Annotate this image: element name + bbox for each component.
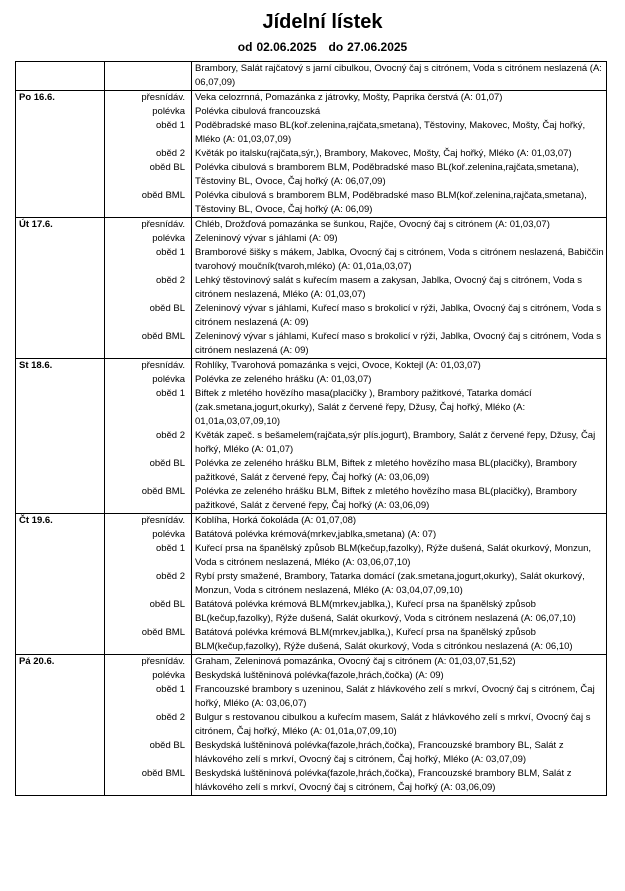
meal-type: oběd BL xyxy=(149,599,185,610)
page-title: Jídelní lístek xyxy=(262,11,383,33)
meal-description: Chléb, Drožďová pomazánka se šunkou, Rajče, Ovocný čaj s citrónem (A: 01,03,07) xyxy=(192,218,607,233)
from-date: 02.06.2025 xyxy=(256,40,317,54)
date-range xyxy=(20,40,625,54)
meal-type: oběd 1 xyxy=(155,388,185,399)
day-cell-empty xyxy=(16,542,105,570)
menu-row xyxy=(16,655,607,670)
day-label: Po 16.6. xyxy=(16,91,105,106)
day-cell-empty xyxy=(16,429,105,457)
menu-row xyxy=(16,373,607,387)
meal-type: oběd 2 xyxy=(155,275,185,286)
meal-description: Beskydská luštěninová polévka(fazole,hrách,čočka) (A: 09) xyxy=(192,669,607,683)
day-cell-empty xyxy=(16,711,105,739)
day-cell-empty xyxy=(16,669,105,683)
meal-type: oběd 2 xyxy=(155,430,185,441)
meal-description: Květák zapeč. s bešamelem(rajčata,sýr plís.jogurt), Brambory, Salát z červené řepy, Džusy, Čaj hořký, Mléko (A: 01,07) xyxy=(192,429,607,457)
meal-description: Brambory, Salát rajčatový s jarní cibulkou, Ovocný čaj s citrónem, Voda s citrónem neslazená (A: 06,07,09) xyxy=(192,62,607,91)
day-cell-empty xyxy=(16,528,105,542)
menu-row xyxy=(16,246,607,274)
menu-row xyxy=(16,669,607,683)
meal-description: Květák po italsku(rajčata,sýr,), Brambory, Makovec, Mošty, Čaj hořký, Mléko (A: 01,03,07) xyxy=(192,147,607,161)
day-cell-empty xyxy=(16,274,105,302)
day-cell-empty xyxy=(16,387,105,429)
menu-row xyxy=(16,147,607,161)
menu-row xyxy=(16,739,607,767)
day-label xyxy=(16,62,105,91)
day-cell-empty xyxy=(16,767,105,796)
meal-type xyxy=(105,62,192,91)
meal-description: Polévka cibulová s bramborem BLM, Poděbradské maso BLM(koř.zelenina,rajčata,smetana), Těstoviny BL, Ovoce, Čaj hořký (A: 06,09) xyxy=(192,189,607,218)
meal-type: polévka xyxy=(152,670,185,681)
meal-description: Beskydská luštěninová polévka(fazole,hrách,čočka), Francouzské brambory BLM, Salát z hlávkového zelí s mrkví, Ovocný čaj s citrónem, Čaj hořký (A: 03,06,09) xyxy=(192,767,607,796)
meal-type: oběd BML xyxy=(105,767,192,796)
meal-description: Polévka cibulová francouzská xyxy=(192,105,607,119)
menu-row xyxy=(16,570,607,598)
meal-type: oběd BML xyxy=(141,486,185,497)
menu-row xyxy=(16,232,607,246)
meal-description: Biftek z mletého hovězího masa(placičky ), Brambory pažitkové, Tatarka domácí (zak.smetana,jogurt,okurky), Salát z červené řepy, Džusy, Čaj hořký, Mléko (A: 01,01a,03,07,09,10) xyxy=(192,387,607,429)
meal-description: Poděbradské maso BL(koř.zelenina,rajčata,smetana), Těstoviny, Makovec, Mošty, Čaj hořký, Mléko (A: 01,03,07,09) xyxy=(192,119,607,147)
meal-description: Polévka cibulová s bramborem BLM, Poděbradské maso BL(koř.zelenina,rajčata,smetana), Těstoviny BL, Ovoce, Čaj hořký (A: 06,07,09) xyxy=(192,161,607,189)
meal-type: oběd BML xyxy=(141,627,185,638)
meal-type: oběd 1 xyxy=(155,120,185,131)
meal-description: Batátová polévka krémová(mrkev,jablka,smetana) (A: 07) xyxy=(192,528,607,542)
menu-row xyxy=(16,598,607,626)
menu-row xyxy=(16,767,607,796)
menu-row xyxy=(16,161,607,189)
meal-type: oběd BL xyxy=(149,458,185,469)
meal-type: přesnídáv. xyxy=(105,655,192,670)
menu-row xyxy=(16,485,607,514)
menu-row xyxy=(16,711,607,739)
meal-description: Koblíha, Horká čokoláda (A: 01,07,08) xyxy=(192,514,607,529)
day-cell-empty xyxy=(16,598,105,626)
meal-description: Beskydská luštěninová polévka(fazole,hrách,čočka), Francouzské brambory BL, Salát z hlávkového zelí s mrkví, Ovocný čaj s citrónem, Čaj hořký, Mléko (A: 03,07,09) xyxy=(192,739,607,767)
meal-type: oběd BL xyxy=(149,162,185,173)
meal-type: oběd BL xyxy=(149,740,185,751)
day-label: St 18.6. xyxy=(16,359,105,374)
menu-row xyxy=(16,105,607,119)
menu-row xyxy=(16,429,607,457)
meal-description: Veka celozrnná, Pomazánka z játrovky, Mošty, Paprika čerstvá (A: 01,07) xyxy=(192,91,607,106)
menu-row xyxy=(16,514,607,529)
day-cell-empty xyxy=(16,626,105,655)
meal-description: Graham, Zeleninová pomazánka, Ovocný čaj s citrónem (A: 01,03,07,51,52) xyxy=(192,655,607,670)
menu-row xyxy=(16,189,607,218)
day-cell-empty xyxy=(16,232,105,246)
meal-type: polévka xyxy=(152,529,185,540)
meal-description: Batátová polévka krémová BLM(mrkev,jablka,), Kuřecí prsa na španělský způsob BLM(kečup,fazolky), Rýže dušená, Salát okurkový, Voda s citrónkou neslazená (A: 06,10) xyxy=(192,626,607,655)
meal-type: přesnídáv. xyxy=(105,514,192,529)
meal-description: Batátová polévka krémová BLM(mrkev,jablka,), Kuřecí prsa na španělský způsob BL(kečup,fazolky), Rýže dušená, Salát okurkový, Voda s citrónem neslazená (A: 06,07,10) xyxy=(192,598,607,626)
menu-table xyxy=(15,61,607,796)
menu-row xyxy=(16,91,607,106)
meal-description: Rohlíky, Tvarohová pomazánka s vejci, Ovoce, Koktejl (A: 01,03,07) xyxy=(192,359,607,374)
meal-type: přesnídáv. xyxy=(105,359,192,374)
day-cell-empty xyxy=(16,189,105,218)
day-cell-empty xyxy=(16,246,105,274)
meal-type: oběd 2 xyxy=(155,148,185,159)
day-label: Út 17.6. xyxy=(16,218,105,233)
day-cell-empty xyxy=(16,105,105,119)
menu-row xyxy=(16,542,607,570)
meal-type: oběd BML xyxy=(141,331,185,342)
to-date: 27.06.2025 xyxy=(347,40,408,54)
meal-type: oběd 2 xyxy=(155,571,185,582)
meal-type: oběd 2 xyxy=(155,712,185,723)
menu-row xyxy=(16,274,607,302)
menu-row xyxy=(16,218,607,233)
menu-header xyxy=(0,10,625,54)
meal-description: Zeleninový vývar s jáhlami, Kuřecí maso s brokolicí v rýži, Jablka, Ovocný čaj s citrónem, Voda s citrónem neslazená (A: 09) xyxy=(192,302,607,330)
meal-description: Bulgur s restovanou cibulkou a kuřecím masem, Salát z hlávkového zelí s mrkví, Ovocný čaj s citrónem, Čaj hořký, Mléko (A: 01,01a,07,09,10) xyxy=(192,711,607,739)
meal-description: Bramborové šišky s mákem, Jablka, Ovocný čaj s citrónem, Voda s citrónem neslazená, Babiččin tvarohový moučník(tvaroh,mléko) (A: 01,01a,03,07) xyxy=(192,246,607,274)
day-label: Pá 20.6. xyxy=(16,655,105,670)
meal-type: oběd BML xyxy=(141,190,185,201)
meal-type: oběd 1 xyxy=(155,543,185,554)
day-label: Čt 19.6. xyxy=(16,514,105,529)
day-cell-empty xyxy=(16,161,105,189)
meal-description: Polévka ze zeleného hrášku BLM, Biftek z mletého hovězího masa BL(placičky), Brambory pažitkové, Salát z červené řepy, Čaj hořký (A: 03,06,09) xyxy=(192,485,607,514)
menu-row xyxy=(16,62,607,91)
day-cell-empty xyxy=(16,330,105,359)
day-cell-empty xyxy=(16,302,105,330)
meal-type: oběd 1 xyxy=(155,247,185,258)
menu-row xyxy=(16,683,607,711)
day-cell-empty xyxy=(16,147,105,161)
meal-type: přesnídáv. xyxy=(105,91,192,106)
meal-type: oběd BL xyxy=(149,303,185,314)
meal-description: Zeleninový vývar s jáhlami, Kuřecí maso s brokolicí v rýži, Jablka, Ovocný čaj s citrónem, Voda s citrónem neslazená (A: 09) xyxy=(192,330,607,359)
meal-description: Zeleninový vývar s jáhlami (A: 09) xyxy=(192,232,607,246)
day-cell-empty xyxy=(16,570,105,598)
menu-row xyxy=(16,119,607,147)
day-cell-empty xyxy=(16,485,105,514)
menu-row xyxy=(16,359,607,374)
meal-description: Lehký těstovinový salát s kuřecím masem a zakysan, Jablka, Ovocný čaj s citrónem, Voda s citrónem neslazená, Mléko (A: 01,03,07) xyxy=(192,274,607,302)
meal-description: Rybí prsty smažené, Brambory, Tatarka domácí (zak.smetana,jogurt,okurky), Salát okurkový, Monzun, Voda s citrónem neslazená, Mléko (A: 03,04,07,09,10) xyxy=(192,570,607,598)
meal-description: Polévka ze zeleného hrášku BLM, Biftek z mletého hovězího masa BL(placičky), Brambory pažitkové, Salát z červené řepy, Čaj hořký (A: 03,06,09) xyxy=(192,457,607,485)
from-label: od xyxy=(237,40,253,54)
meal-type: polévka xyxy=(152,106,185,117)
menu-table-body xyxy=(16,62,607,796)
day-cell-empty xyxy=(16,119,105,147)
day-cell-empty xyxy=(16,457,105,485)
day-cell-empty xyxy=(16,683,105,711)
menu-row xyxy=(16,302,607,330)
menu-row xyxy=(16,626,607,655)
menu-row xyxy=(16,457,607,485)
meal-description: Francouzské brambory s uzeninou, Salát z hlávkového zelí s mrkví, Ovocný čaj s citrónem, Čaj hořký, Mléko (A: 03,06,07) xyxy=(192,683,607,711)
meal-description: Kuřecí prsa na španělský způsob BLM(kečup,fazolky), Rýže dušená, Salát okurkový, Monzun, Voda s citrónem neslazená, Mléko (A: 03,06,07,10) xyxy=(192,542,607,570)
meal-type: přesnídáv. xyxy=(105,218,192,233)
menu-row xyxy=(16,387,607,429)
meal-type: polévka xyxy=(152,374,185,385)
meal-type: oběd 1 xyxy=(155,684,185,695)
meal-description: Polévka ze zeleného hrášku (A: 01,03,07) xyxy=(192,373,607,387)
menu-row xyxy=(16,330,607,359)
day-cell-empty xyxy=(16,739,105,767)
meal-type: polévka xyxy=(152,233,185,244)
to-label: do xyxy=(328,40,344,54)
day-cell-empty xyxy=(16,373,105,387)
menu-row xyxy=(16,528,607,542)
